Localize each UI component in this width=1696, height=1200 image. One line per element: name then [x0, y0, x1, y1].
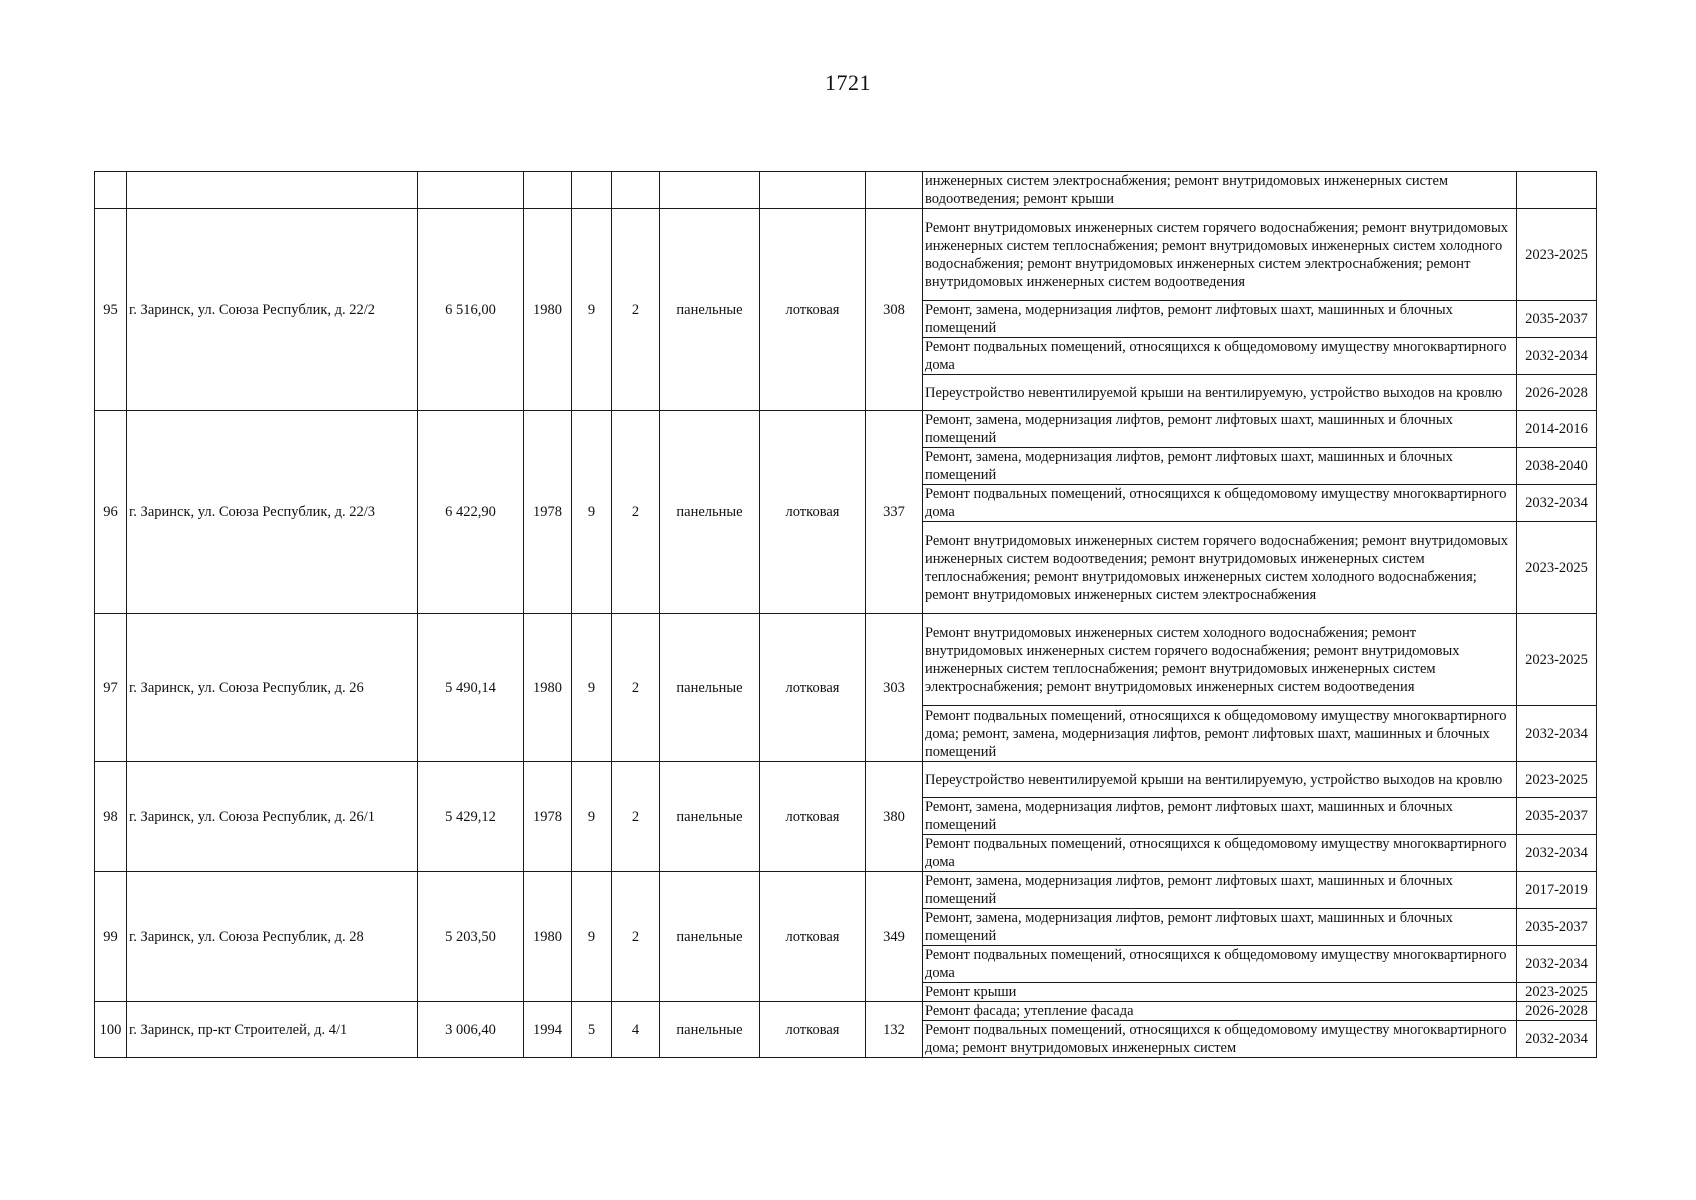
work-period: 2035-2037	[1517, 909, 1597, 946]
apartments-count: 337	[866, 411, 923, 614]
work-description: Ремонт подвальных помещений, относящихся к общедомовому имуществу многоквартирного дома; ремонт внутридомовых инженерных систем	[923, 1021, 1517, 1058]
floors-count: 5	[572, 1002, 612, 1058]
apartments-count: 349	[866, 872, 923, 1002]
house-area	[418, 172, 524, 209]
apartments-count: 303	[866, 614, 923, 762]
wall-material: панельные	[660, 1002, 760, 1058]
work-description: Ремонт, замена, модернизация лифтов, ремонт лифтовых шахт, машинных и блочных помещений	[923, 448, 1517, 485]
entrances-count: 2	[612, 614, 660, 762]
work-period: 2026-2028	[1517, 1002, 1597, 1021]
work-period: 2032-2034	[1517, 946, 1597, 983]
apartments-count: 308	[866, 209, 923, 411]
work-description: Ремонт подвальных помещений, относящихся к общедомовому имуществу многоквартирного дома	[923, 338, 1517, 375]
apartments-count	[866, 172, 923, 209]
work-period: 2026-2028	[1517, 375, 1597, 411]
work-description: Ремонт, замена, модернизация лифтов, ремонт лифтовых шахт, машинных и блочных помещений	[923, 411, 1517, 448]
work-description: Ремонт подвальных помещений, относящихся к общедомовому имуществу многоквартирного дома	[923, 835, 1517, 872]
house-area: 3 006,40	[418, 1002, 524, 1058]
entrances-count: 2	[612, 411, 660, 614]
table-row	[95, 1002, 1597, 1021]
house-address: г. Заринск, ул. Союза Республик, д. 26	[127, 614, 418, 762]
work-description: Ремонт подвальных помещений, относящихся к общедомовому имуществу многоквартирного дома; ремонт, замена, модернизация лифтов, ремонт лифтовых шахт, машинных и блочных помещений	[923, 706, 1517, 762]
house-address: г. Заринск, ул. Союза Республик, д. 28	[127, 872, 418, 1002]
work-description: Ремонт, замена, модернизация лифтов, ремонт лифтовых шахт, машинных и блочных помещений	[923, 798, 1517, 835]
apartments-count: 132	[866, 1002, 923, 1058]
house-area: 5 429,12	[418, 762, 524, 872]
work-period: 2032-2034	[1517, 338, 1597, 375]
table-row	[95, 872, 1597, 909]
work-period: 2035-2037	[1517, 301, 1597, 338]
work-period: 2035-2037	[1517, 798, 1597, 835]
build-year: 1978	[524, 762, 572, 872]
work-description: Ремонт, замена, модернизация лифтов, ремонт лифтовых шахт, машинных и блочных помещений	[923, 872, 1517, 909]
floors-count: 9	[572, 762, 612, 872]
work-period: 2032-2034	[1517, 835, 1597, 872]
house-address: г. Заринск, пр-кт Строителей, д. 4/1	[127, 1002, 418, 1058]
work-description: Переустройство невентилируемой крыши на вентилируемую, устройство выходов на кровлю	[923, 762, 1517, 798]
house-area: 5 203,50	[418, 872, 524, 1002]
table-row	[95, 614, 1597, 706]
floors-count: 9	[572, 872, 612, 1002]
work-description: Ремонт крыши	[923, 983, 1517, 1002]
floors-count: 9	[572, 209, 612, 411]
roof-type: лотковая	[760, 411, 866, 614]
work-period: 2014-2016	[1517, 411, 1597, 448]
work-period: 2038-2040	[1517, 448, 1597, 485]
work-period: 2032-2034	[1517, 706, 1597, 762]
house-address	[127, 172, 418, 209]
work-description: Ремонт подвальных помещений, относящихся к общедомовому имуществу многоквартирного дома	[923, 485, 1517, 522]
work-period	[1517, 172, 1597, 209]
entrances-count	[612, 172, 660, 209]
wall-material: панельные	[660, 872, 760, 1002]
house-area: 5 490,14	[418, 614, 524, 762]
build-year: 1980	[524, 872, 572, 1002]
row-number: 98	[95, 762, 127, 872]
work-description: Ремонт, замена, модернизация лифтов, ремонт лифтовых шахт, машинных и блочных помещений	[923, 301, 1517, 338]
house-area: 6 516,00	[418, 209, 524, 411]
work-period: 2023-2025	[1517, 522, 1597, 614]
table-row	[95, 209, 1597, 301]
entrances-count: 4	[612, 1002, 660, 1058]
work-period: 2023-2025	[1517, 209, 1597, 301]
table-row	[95, 411, 1597, 448]
roof-type: лотковая	[760, 209, 866, 411]
work-description: Переустройство невентилируемой крыши на вентилируемую, устройство выходов на кровлю	[923, 375, 1517, 411]
work-period: 2023-2025	[1517, 983, 1597, 1002]
roof-type	[760, 172, 866, 209]
roof-type: лотковая	[760, 872, 866, 1002]
entrances-count: 2	[612, 209, 660, 411]
table-row	[95, 172, 1597, 209]
floors-count: 9	[572, 614, 612, 762]
work-description: Ремонт подвальных помещений, относящихся к общедомовому имуществу многоквартирного дома	[923, 946, 1517, 983]
build-year: 1980	[524, 209, 572, 411]
house-address: г. Заринск, ул. Союза Республик, д. 22/3	[127, 411, 418, 614]
wall-material: панельные	[660, 614, 760, 762]
house-address: г. Заринск, ул. Союза Республик, д. 22/2	[127, 209, 418, 411]
build-year	[524, 172, 572, 209]
wall-material: панельные	[660, 762, 760, 872]
floors-count	[572, 172, 612, 209]
house-area: 6 422,90	[418, 411, 524, 614]
house-address: г. Заринск, ул. Союза Республик, д. 26/1	[127, 762, 418, 872]
work-description: Ремонт внутридомовых инженерных систем горячего водоснабжения; ремонт внутридомовых инженерных систем водоотведения; ремонт внутридомовых инженерных систем теплоснабжения; ремонт внутридомовых инженерных систем холодного водоснабжения; ремонт внутридомовых инженерных систем электроснабжения	[923, 522, 1517, 614]
row-number: 99	[95, 872, 127, 1002]
entrances-count: 2	[612, 872, 660, 1002]
apartments-count: 380	[866, 762, 923, 872]
row-number: 96	[95, 411, 127, 614]
page-number: 1721	[825, 70, 871, 95]
row-number	[95, 172, 127, 209]
work-period: 2032-2034	[1517, 1021, 1597, 1058]
wall-material: панельные	[660, 411, 760, 614]
roof-type: лотковая	[760, 1002, 866, 1058]
wall-material	[660, 172, 760, 209]
work-period: 2032-2034	[1517, 485, 1597, 522]
work-description: инженерных систем электроснабжения; ремонт внутридомовых инженерных систем водоотведения; ремонт крыши	[923, 172, 1517, 209]
entrances-count: 2	[612, 762, 660, 872]
row-number: 97	[95, 614, 127, 762]
capital-repair-table	[94, 171, 1597, 1058]
work-description: Ремонт внутридомовых инженерных систем холодного водоснабжения; ремонт внутридомовых инженерных систем горячего водоснабжения; ремонт внутридомовых инженерных систем теплоснабжения; ремонт внутридомовых инженерных систем электроснабжения; ремонт внутридомовых инженерных систем водоотведения	[923, 614, 1517, 706]
row-number: 100	[95, 1002, 127, 1058]
wall-material: панельные	[660, 209, 760, 411]
work-period: 2017-2019	[1517, 872, 1597, 909]
roof-type: лотковая	[760, 614, 866, 762]
build-year: 1978	[524, 411, 572, 614]
work-description: Ремонт, замена, модернизация лифтов, ремонт лифтовых шахт, машинных и блочных помещений	[923, 909, 1517, 946]
work-description: Ремонт фасада; утепление фасада	[923, 1002, 1517, 1021]
build-year: 1980	[524, 614, 572, 762]
table-row	[95, 762, 1597, 798]
build-year: 1994	[524, 1002, 572, 1058]
work-description: Ремонт внутридомовых инженерных систем горячего водоснабжения; ремонт внутридомовых инженерных систем теплоснабжения; ремонт внутридомовых инженерных систем холодного водоснабжения; ремонт внутридомовых инженерных систем электроснабжения; ремонт внутридомовых инженерных систем водоотведения	[923, 209, 1517, 301]
roof-type: лотковая	[760, 762, 866, 872]
row-number: 95	[95, 209, 127, 411]
work-period: 2023-2025	[1517, 762, 1597, 798]
floors-count: 9	[572, 411, 612, 614]
work-period: 2023-2025	[1517, 614, 1597, 706]
